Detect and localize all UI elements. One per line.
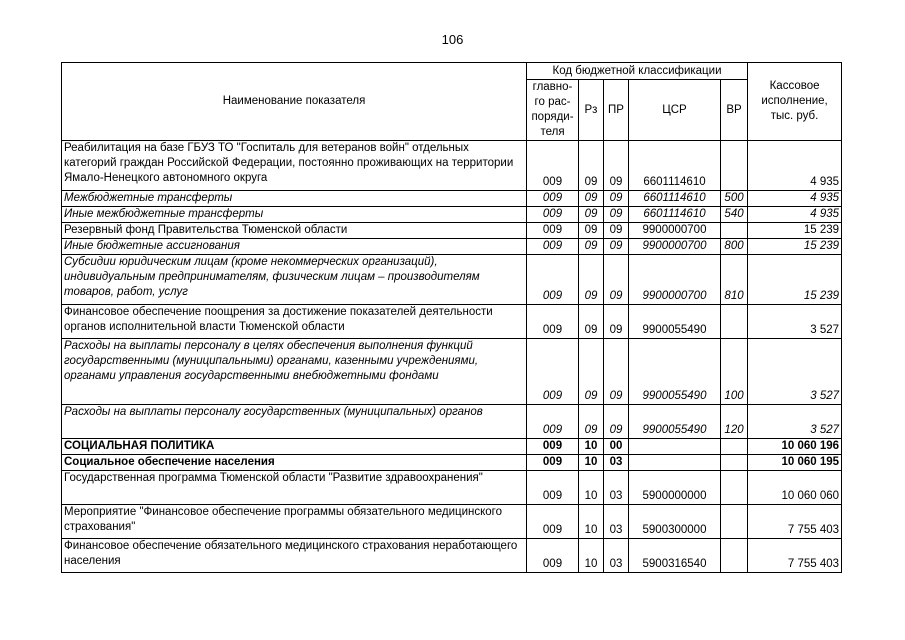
row-csr: 5900300000 (629, 505, 721, 539)
row-csr: 6601114610 (629, 141, 721, 191)
row-pr: 09 (604, 223, 629, 239)
header-amount: Кассовое исполнение, тыс. руб. (748, 63, 842, 141)
row-vr (721, 539, 748, 573)
table-row (62, 505, 842, 539)
row-amount: 10 060 060 (748, 471, 842, 505)
row-amount: 15 239 (748, 223, 842, 239)
page-number: 106 (441, 32, 464, 47)
row-csr: 5900000000 (629, 471, 721, 505)
row-rz: 10 (579, 539, 604, 573)
row-pr: 09 (604, 339, 629, 405)
row-admin: 009 (527, 539, 579, 573)
row-vr (721, 439, 748, 455)
row-pr: 09 (604, 405, 629, 439)
row-amount: 15 239 (748, 239, 842, 255)
row-name: Межбюджетные трансферты (62, 191, 527, 207)
header-rz: Рз (579, 80, 604, 141)
row-admin: 009 (527, 439, 579, 455)
row-name: Реабилитация на базе ГБУЗ ТО "Госпиталь для ветеранов войн" отдельных категорий граждан Российской Федерации, постоянно проживающих на территории Ямало-Ненецкого автономного округа (62, 141, 527, 191)
row-rz: 09 (579, 207, 604, 223)
row-rz: 09 (579, 141, 604, 191)
row-name: Субсидии юридическим лицам (кроме некоммерческих организаций), индивидуальным предпринимателям, физическим лицам – производителям товаров, работ, услуг (62, 255, 527, 305)
table-row (62, 207, 842, 223)
row-vr: 810 (721, 255, 748, 305)
row-amount: 10 060 196 (748, 439, 842, 455)
header-vr: ВР (721, 80, 748, 141)
row-csr (629, 439, 721, 455)
row-name: Расходы на выплаты персоналу в целях обеспечения выполнения функций государственными (муниципальными) органами, казенными учреждениями, органами управления государственными внебюджетными фондами (62, 339, 527, 405)
row-admin: 009 (527, 455, 579, 471)
row-admin: 009 (527, 141, 579, 191)
row-vr: 100 (721, 339, 748, 405)
row-amount: 4 935 (748, 141, 842, 191)
row-pr: 03 (604, 505, 629, 539)
row-admin: 009 (527, 505, 579, 539)
table-row (62, 239, 842, 255)
row-rz: 09 (579, 255, 604, 305)
row-name: Резервный фонд Правительства Тюменской области (62, 223, 527, 239)
row-amount: 3 527 (748, 405, 842, 439)
row-amount: 7 755 403 (748, 539, 842, 573)
row-amount: 3 527 (748, 305, 842, 339)
row-name: Финансовое обеспечение поощрения за достижение показателей деятельности органов исполнительной власти Тюменской области (62, 305, 527, 339)
row-csr: 9900000700 (629, 255, 721, 305)
row-rz: 09 (579, 223, 604, 239)
table-row (62, 305, 842, 339)
header-code-group: Код бюджетной классификации (527, 63, 748, 80)
row-admin: 009 (527, 255, 579, 305)
row-amount: 15 239 (748, 255, 842, 305)
row-csr: 9900055490 (629, 405, 721, 439)
row-admin: 009 (527, 305, 579, 339)
table-row (62, 539, 842, 573)
row-pr: 09 (604, 207, 629, 223)
row-name: СОЦИАЛЬНАЯ ПОЛИТИКА (62, 439, 527, 455)
row-pr: 00 (604, 439, 629, 455)
row-vr (721, 455, 748, 471)
row-amount: 3 527 (748, 339, 842, 405)
row-name: Государственная программа Тюменской области "Развитие здравоохранения" (62, 471, 527, 505)
row-admin: 009 (527, 191, 579, 207)
row-rz: 09 (579, 191, 604, 207)
row-vr (721, 141, 748, 191)
row-vr: 500 (721, 191, 748, 207)
header-pr: ПР (604, 80, 629, 141)
row-pr: 03 (604, 471, 629, 505)
row-vr (721, 471, 748, 505)
row-pr: 09 (604, 305, 629, 339)
table-row (62, 405, 842, 439)
row-csr: 9900055490 (629, 305, 721, 339)
row-vr (721, 223, 748, 239)
row-pr: 03 (604, 455, 629, 471)
budget-table (61, 62, 842, 573)
row-name: Финансовое обеспечение обязательного медицинского страхования неработающего населения (62, 539, 527, 573)
row-rz: 10 (579, 455, 604, 471)
row-csr: 6601114610 (629, 191, 721, 207)
row-name: Иные межбюджетные трансферты (62, 207, 527, 223)
row-rz: 09 (579, 339, 604, 405)
table-row (62, 141, 842, 191)
row-rz: 09 (579, 305, 604, 339)
row-amount: 7 755 403 (748, 505, 842, 539)
row-admin: 009 (527, 239, 579, 255)
row-pr: 09 (604, 141, 629, 191)
row-admin: 009 (527, 339, 579, 405)
header-admin: главно-го рас-поряди-теля (527, 80, 579, 141)
row-pr: 03 (604, 539, 629, 573)
row-name: Расходы на выплаты персоналу государственных (муниципальных) органов (62, 405, 527, 439)
row-amount: 10 060 195 (748, 455, 842, 471)
table-row (62, 339, 842, 405)
row-rz: 10 (579, 471, 604, 505)
row-vr (721, 305, 748, 339)
row-admin: 009 (527, 471, 579, 505)
row-admin: 009 (527, 207, 579, 223)
row-amount: 4 935 (748, 191, 842, 207)
table-row (62, 255, 842, 305)
table-row (62, 455, 842, 471)
row-vr: 540 (721, 207, 748, 223)
header-name: Наименование показателя (62, 63, 527, 141)
row-vr: 120 (721, 405, 748, 439)
header-csr: ЦСР (629, 80, 721, 141)
table-row (62, 223, 842, 239)
row-vr: 800 (721, 239, 748, 255)
row-pr: 09 (604, 191, 629, 207)
row-csr: 6601114610 (629, 207, 721, 223)
row-name: Мероприятие "Финансовое обеспечение программы обязательного медицинского страхования" (62, 505, 527, 539)
table-row (62, 471, 842, 505)
row-rz: 09 (579, 239, 604, 255)
row-csr: 9900055490 (629, 339, 721, 405)
row-csr: 9900000700 (629, 223, 721, 239)
row-csr (629, 455, 721, 471)
row-admin: 009 (527, 223, 579, 239)
row-csr: 5900316540 (629, 539, 721, 573)
row-rz: 10 (579, 505, 604, 539)
row-rz: 10 (579, 439, 604, 455)
row-amount: 4 935 (748, 207, 842, 223)
row-name: Социальное обеспечение населения (62, 455, 527, 471)
row-csr: 9900000700 (629, 239, 721, 255)
row-pr: 09 (604, 255, 629, 305)
row-pr: 09 (604, 239, 629, 255)
row-name: Иные бюджетные ассигнования (62, 239, 527, 255)
table-row (62, 439, 842, 455)
row-vr (721, 505, 748, 539)
row-admin: 009 (527, 405, 579, 439)
row-rz: 09 (579, 405, 604, 439)
table-row (62, 191, 842, 207)
